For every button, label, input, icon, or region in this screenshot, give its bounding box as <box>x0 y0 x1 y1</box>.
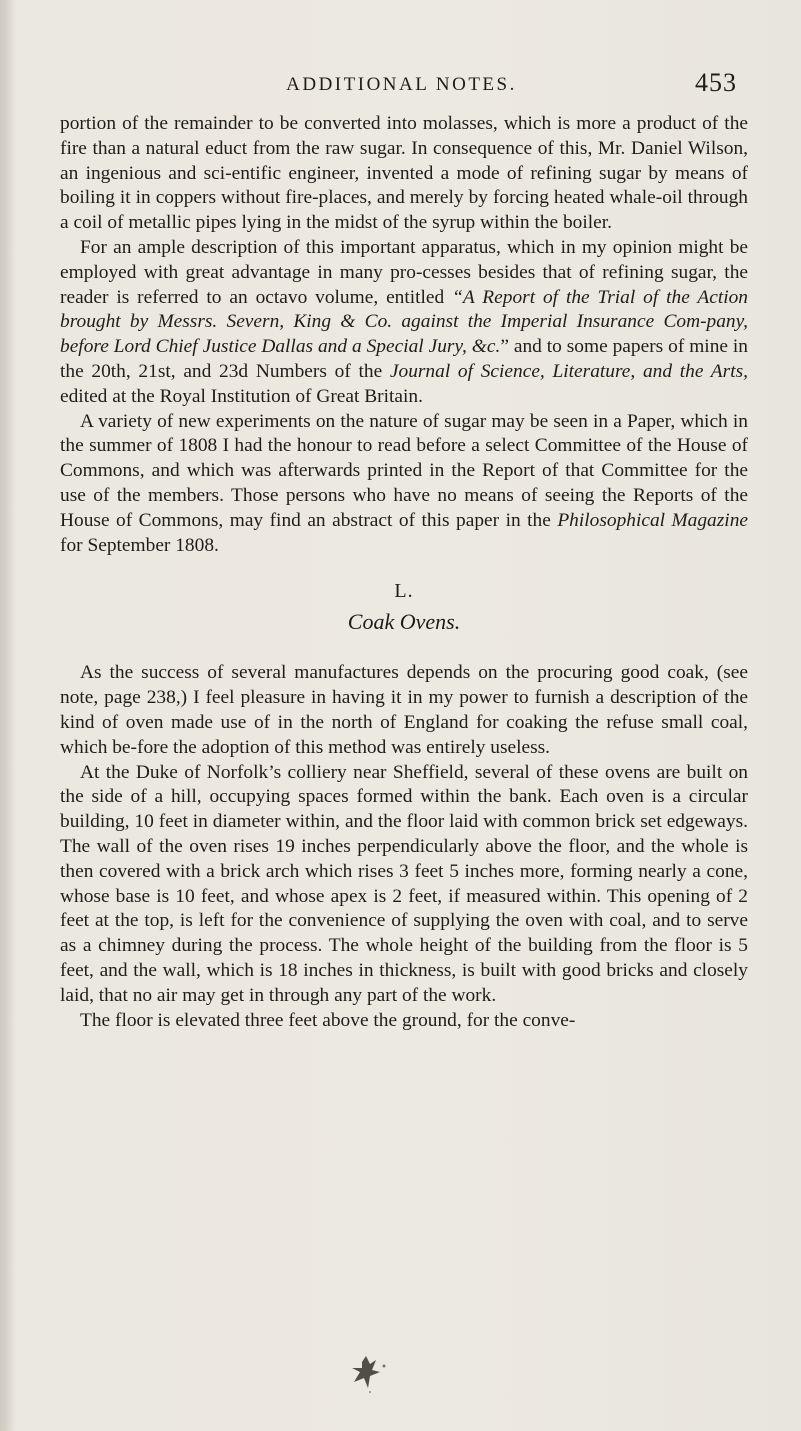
paragraph: portion of the remainder to be converted into molasses, which is more a product of the fire than a natural educt from the raw sugar. In consequence of this, Mr. Daniel Wilson, an ingenious and sci-entific engineer, invented a mode of refining sugar by means of boiling it in coppers without fire-places, and merely by forcing heated whale-oil through a coil of metallic pipes lying in the midst of the syrup within the boiler. <box>60 113 748 234</box>
cited-magazine-title: Philosophical Magazine <box>557 509 748 531</box>
paragraph-text: For an ample description of this important apparatus, which in my opinion might be employed with great advantage in many pro-cesses besides that of refining sugar, the reader is referred to an octavo volume, entitled <box>60 236 748 308</box>
cited-report-title: “A Report of the Trial of the Action brought by Messrs. Severn, King & Co. against the Imperial Insurance Com-pany, before Lord Chief Justice Dallas and a Special Jury, &c. <box>60 286 748 358</box>
section-title: Coak Ovens. <box>347 609 461 635</box>
paragraph: As the success of several manufactures depends on the procuring good coak, (see note, page 238,) I feel pleasure in having it in my power to furnish a description of the kind of oven made use of in the north of England for coaking the refuse small coal, which be-fore the adoption of this method was entirely useless. <box>60 662 748 758</box>
paragraph-text: for September 1808. <box>60 534 219 556</box>
paragraph-text: ” and to some papers of mine in the 20th, 21st, and 23d Numbers of the <box>60 336 748 382</box>
paragraph-text: A variety of new experiments on the nature of sugar may be seen in a Paper, which in the summer of 1808 I had the honour to read before a select Committee of the House of Commons, and which was afterwards printed in the Report of that Committee for the use of the members. Those persons who have no means of seeing the Reports of the House of Commons, may find an abstract of this paper in the <box>60 410 748 531</box>
paragraph <box>60 410 748 559</box>
running-head <box>60 60 743 104</box>
paragraph: The floor is elevated three feet above the ground, for the conve- <box>80 1009 576 1031</box>
page-number: 453 <box>695 68 737 97</box>
page-edge-shadow <box>0 0 16 1431</box>
section-letter: L. <box>394 580 414 603</box>
paragraph-text: edited at the Royal Institution of Great Britain. <box>60 385 423 407</box>
paragraph: At the Duke of Norfolk’s colliery near Sheffield, several of these ovens are built on the side of a hill, occupying spaces formed within the bank. Each oven is a circular building, 10 feet in diameter within, and the floor laid with common brick set edgeways. The wall of the oven rises 19 inches perpendicularly above the floor, and the whole is then covered with a brick arch which rises 3 feet 5 inches more, forming nearly a cone, whose base is 10 feet, and whose apex is 2 feet, if measured within. This opening of 2 feet at the top, is left for the convenience of supplying the oven with coal, and to serve as a chimney during the process. The whole height of the building from the floor is 5 feet, and the wall, which is 18 inches in thickness, is built with good bricks and closely laid, that no air may get in through any part of the work. <box>60 761 748 1006</box>
running-title: ADDITIONAL NOTES. <box>286 74 517 95</box>
cited-journal-title: Journal of Science, Literature, and the Arts, <box>389 360 748 382</box>
body-text <box>60 112 748 1033</box>
ink-blot-mark <box>340 1352 400 1396</box>
paragraph <box>60 236 748 410</box>
